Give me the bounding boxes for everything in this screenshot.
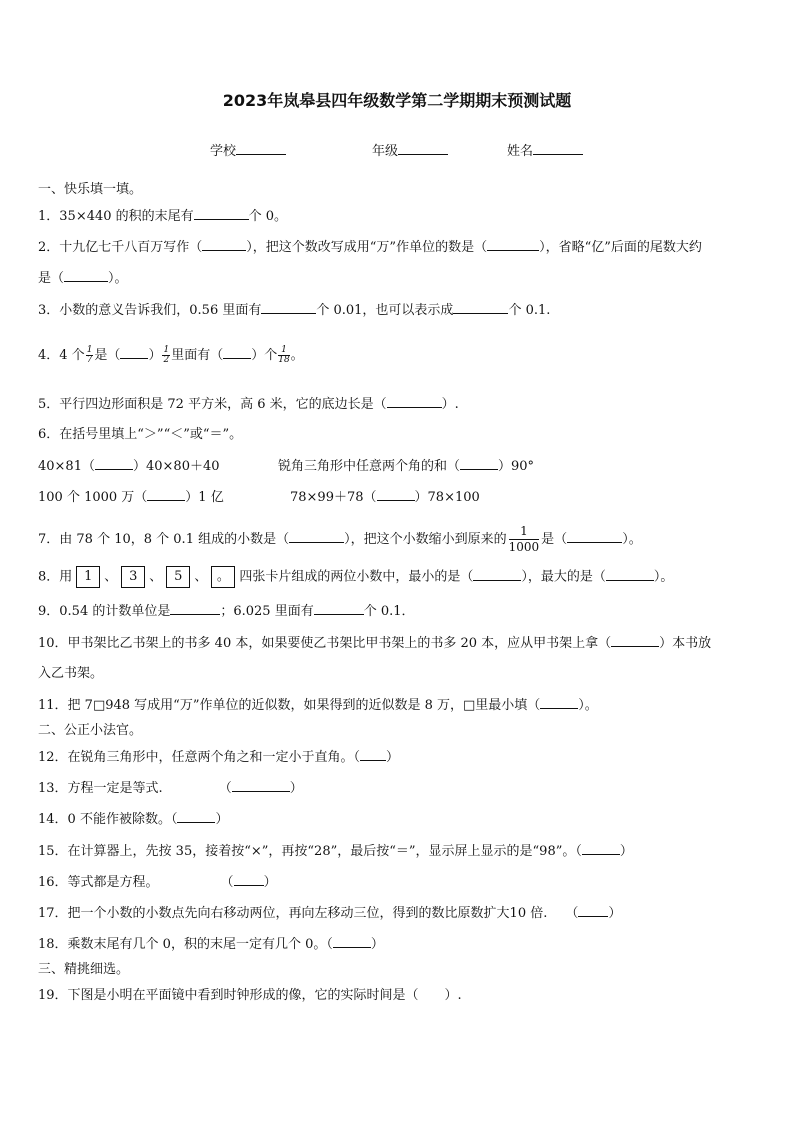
answer-blank[interactable] — [147, 488, 185, 501]
question-6-item-1: 40×81（ ）40×80＋40 — [38, 459, 220, 474]
fraction: $\frac{1}{2}$ — [163, 345, 170, 365]
answer-blank[interactable] — [611, 634, 659, 647]
name-field: 姓名 — [507, 140, 583, 159]
name-blank[interactable] — [533, 142, 583, 155]
answer-blank[interactable] — [360, 748, 386, 761]
answer-blank[interactable] — [202, 238, 246, 251]
section-heading-1: 一、快乐填一填。 — [38, 182, 143, 197]
answer-blank[interactable] — [578, 904, 608, 917]
answer-blank[interactable] — [460, 457, 498, 470]
answer-blank[interactable] — [170, 602, 220, 615]
question-7: 7．由 78 个 10，8 个 0.1 组成的小数是（ ），把这个小数缩小到原来的 $\frac{1}{1000}$ 是（ ）。 — [38, 524, 642, 554]
answer-blank[interactable] — [194, 207, 249, 220]
question-13: 13．方程一定是等式. （ ） — [38, 781, 303, 796]
question-4: 4．4 个 $\frac{1}{7}$ 是（ ） $\frac{1}{2}$ 里面有（ ）个 $\frac{1}{18}$ 。 — [38, 345, 304, 365]
answer-blank[interactable] — [120, 346, 148, 359]
question-6: 6．在括号里填上“＞”“＜”或“＝”。 — [38, 427, 243, 442]
question-6-item-3: 100 个 1000 万（ ）1 亿 — [38, 490, 224, 505]
question-11: 11．把 7□948 写成用“万”作单位的近似数，如果得到的近似数是 8 万，□里最小填（ ）。 — [38, 698, 598, 713]
section-heading-2: 二、公正小法官。 — [38, 723, 143, 738]
number-card: 5 — [166, 566, 190, 588]
page-title: 2023年岚皋县四年级数学第二学期期末预测试题 — [222, 91, 572, 110]
answer-blank[interactable] — [223, 346, 251, 359]
answer-blank[interactable] — [314, 602, 364, 615]
answer-blank[interactable] — [567, 530, 622, 543]
answer-blank[interactable] — [289, 530, 344, 543]
answer-blank[interactable] — [261, 301, 316, 314]
answer-blank[interactable] — [177, 810, 215, 823]
question-9: 9．0.54 的计数单位是 ；6.025 里面有 个 0.1． — [38, 604, 415, 619]
answer-blank[interactable] — [64, 269, 108, 282]
answer-blank[interactable] — [234, 873, 264, 886]
question-19: 19．下图是小明在平面镜中看到时钟形成的像，它的实际时间是（ ）. — [38, 988, 462, 1003]
grade-blank[interactable] — [398, 142, 448, 155]
answer-blank[interactable] — [453, 301, 508, 314]
fraction: $\frac{1}{1000}$ — [508, 524, 540, 554]
question-3: 3．小数的意义告诉我们，0.56 里面有 个 0.01，也可以表示成 个 0.1. — [38, 303, 551, 318]
number-card: 3 — [121, 566, 145, 588]
question-1: 1．35×440 的积的末尾有 个 0。 — [38, 209, 288, 224]
question-12: 12．在锐角三角形中，任意两个角之和一定小于直角。（ ） — [38, 750, 400, 765]
question-6-item-2: 锐角三角形中任意两个角的和（ ）90° — [278, 459, 535, 474]
answer-blank[interactable] — [377, 488, 415, 501]
question-16: 16．等式都是方程。 （ ） — [38, 875, 277, 890]
question-14: 14．0 不能作被除数。（ ） — [38, 812, 229, 827]
answer-blank[interactable] — [387, 395, 442, 408]
answer-blank[interactable] — [95, 457, 133, 470]
answer-blank[interactable] — [606, 568, 654, 581]
answer-blank[interactable] — [487, 238, 539, 251]
question-2: 2．十九亿七千八百万写作（ ），把这个数改写成用“万”作单位的数是（ ），省略“亿”后面的尾数大约 — [38, 240, 702, 255]
answer-blank[interactable] — [582, 842, 620, 855]
answer-blank[interactable] — [333, 935, 371, 948]
question-18: 18．乘数末尾有几个 0，积的末尾一定有几个 0。（ ） — [38, 937, 384, 952]
school-blank[interactable] — [236, 142, 286, 155]
question-5: 5．平行四边形面积是 72 平方米，高 6 米，它的底边长是（ ）. — [38, 397, 459, 412]
question-10: 10．甲书架比乙书架上的书多 40 本，如果要使乙书架比甲书架上的书多 20 本，应从甲书架上拿（ ）本书放 — [38, 636, 712, 651]
question-8: 8．用 1 、 3 、 5 、 。 四张卡片组成的两位小数中，最小的是（ ），最大的是（ ）。 — [38, 566, 673, 588]
fraction: $\frac{1}{18}$ — [278, 345, 290, 365]
answer-blank[interactable] — [232, 779, 290, 792]
number-card: 1 — [76, 566, 100, 588]
question-17: 17．把一个小数的小数点先向右移动两位，再向左移动三位，得到的数比原数扩大10 倍. （ ） — [38, 906, 622, 921]
question-10-cont: 入乙书架。 — [38, 666, 104, 681]
section-heading-3: 三、精挑细选。 — [38, 962, 130, 977]
grade-field: 年级 — [372, 140, 448, 159]
fraction: $\frac{1}{7}$ — [86, 345, 93, 365]
question-6-item-4: 78×99＋78（ ）78×100 — [290, 490, 480, 505]
school-field: 学校 — [210, 140, 286, 159]
answer-blank[interactable] — [540, 696, 578, 709]
question-2-cont: 是（ ）。 — [38, 271, 128, 286]
decimal-point-card: 。 — [211, 566, 235, 588]
answer-blank[interactable] — [473, 568, 521, 581]
question-15: 15．在计算器上，先按 35，接着按“×”，再按“28”，最后按“＝”，显示屏上显示的是“98”。（ ） — [38, 844, 633, 859]
